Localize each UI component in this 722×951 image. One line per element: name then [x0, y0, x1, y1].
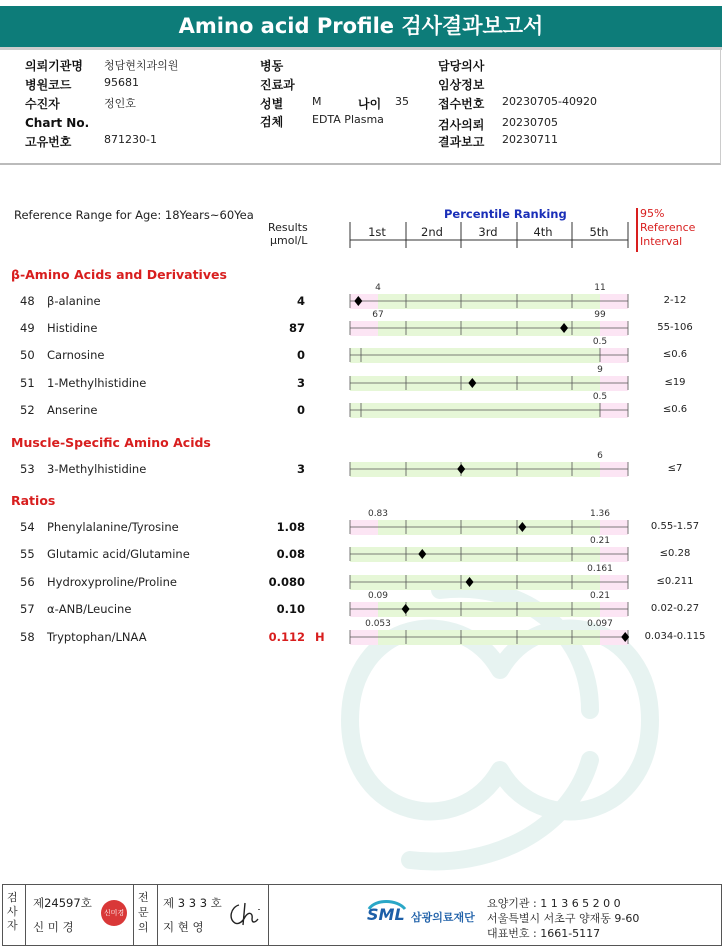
reference-interval: 55-106 — [657, 322, 693, 333]
department-label: 진료과 — [260, 78, 295, 92]
ward-label: 병동 — [260, 59, 284, 73]
high-percentile-label: 99 — [594, 310, 606, 320]
analyte-number: 54 — [20, 520, 35, 534]
hospital-code-value: 95681 — [104, 76, 139, 89]
reference-interval: 0.034-0.115 — [644, 631, 706, 642]
footer-divider — [133, 885, 134, 945]
high-tail-zone — [600, 403, 628, 418]
normal-zone — [350, 462, 600, 477]
reviewer-signature-icon — [225, 899, 265, 929]
result-value: 3 — [296, 462, 305, 476]
age-value: 35 — [395, 95, 409, 108]
attending-doctor-label: 담당의사 — [438, 59, 485, 73]
ref-header-line-1: 95% — [640, 207, 665, 220]
sml-logo-text: SML — [367, 905, 405, 924]
reference-interval: ≤19 — [664, 377, 686, 388]
analyte-name: Tryptophan/LNAA — [47, 630, 147, 644]
result-value: 87 — [288, 321, 305, 335]
high-percentile-label: 0.5 — [592, 337, 608, 347]
high-percentile-label: 6 — [597, 451, 603, 461]
low-percentile-label: 0.053 — [365, 619, 391, 629]
low-percentile-label: 0.09 — [367, 591, 389, 601]
analyte-name: Anserine — [47, 403, 98, 417]
patient-name-label: 수진자 — [25, 97, 60, 111]
low-percentile-label: 0.83 — [367, 509, 389, 519]
request-date-label: 검사의뢰 — [438, 118, 485, 132]
normal-zone — [350, 348, 600, 363]
high-tail-zone — [600, 575, 628, 590]
reference-interval: 0.55-1.57 — [650, 521, 700, 532]
analyte-name: 3-Methylhistidine — [47, 462, 147, 476]
high-tail-zone — [600, 321, 628, 336]
low-tail-zone — [350, 520, 378, 535]
analyte-number: 48 — [20, 294, 35, 308]
patient-name-value: 정인호 — [104, 97, 136, 110]
high-tail-zone — [600, 376, 628, 391]
address: 서울특별시 서초구 양재동 9-60 — [487, 912, 640, 925]
low-percentile-label: 67 — [372, 310, 384, 320]
analyte-name: Histidine — [47, 321, 98, 335]
normal-zone — [378, 602, 600, 617]
result-value: 0 — [296, 348, 305, 362]
percentile-tick-label: 1st — [368, 225, 386, 239]
high-percentile-label: 11 — [594, 283, 606, 293]
high-percentile-label: 1.36 — [589, 509, 611, 519]
analyte-number: 49 — [20, 321, 35, 335]
reviewer-license: 제 3 3 3 호 — [163, 896, 222, 910]
percentile-tick-label: 2nd — [421, 225, 443, 239]
tester-label: 검사자 — [7, 891, 18, 932]
low-tail-zone — [350, 602, 378, 617]
unique-id-value: 871230-1 — [104, 133, 157, 146]
requesting-institution-label: 의뢰기관명 — [25, 59, 83, 73]
unique-id-label: 고유번호 — [25, 135, 72, 149]
institution-code: 요양기관 : 1 1 3 6 5 2 0 0 — [487, 897, 621, 910]
reference-interval: ≤0.6 — [662, 349, 688, 360]
analyte-name: Phenylalanine/Tyrosine — [47, 520, 179, 534]
normal-zone — [350, 575, 600, 590]
normal-zone — [350, 547, 600, 562]
low-tail-zone — [350, 294, 378, 309]
result-value: 0.080 — [268, 575, 305, 589]
clinical-info-label: 임상정보 — [438, 78, 485, 92]
result-value: 1.08 — [276, 520, 305, 534]
specimen-label: 검체 — [260, 115, 284, 129]
request-date-value: 20230705 — [502, 116, 558, 129]
reference-range-age: Reference Range for Age: 18Years~60Yea — [14, 208, 254, 222]
section-title: β-Amino Acids and Derivatives — [11, 267, 227, 282]
result-value: 4 — [296, 294, 305, 308]
analyte-name: Glutamic acid/Glutamine — [47, 547, 190, 561]
organization-name: 삼광의료재단 — [411, 911, 475, 924]
low-tail-zone — [350, 630, 378, 645]
reviewer-name: 지 현 영 — [163, 920, 204, 934]
analyte-name: Hydroxyproline/Proline — [47, 575, 177, 589]
tester-license: 제24597호 — [33, 896, 92, 910]
reference-interval: ≤0.6 — [662, 404, 688, 415]
analyte-name: 1-Methylhistidine — [47, 376, 147, 390]
result-flag: H — [315, 630, 325, 644]
requesting-institution-value: 청담현치과의원 — [104, 59, 179, 72]
reviewer-label: 전문의 — [138, 891, 149, 934]
sex-value: M — [312, 95, 322, 108]
specimen-value: EDTA Plasma — [312, 113, 384, 126]
result-value: 0.112 — [268, 630, 305, 644]
high-tail-zone — [600, 602, 628, 617]
reference-interval: 2-12 — [663, 295, 687, 306]
tester-stamp — [101, 900, 127, 926]
high-tail-zone — [600, 348, 628, 363]
hospital-code-label: 병원코드 — [25, 78, 72, 92]
percentile-tick-label: 5th — [589, 225, 609, 239]
percentile-tick-label: 4th — [533, 225, 553, 239]
normal-zone — [378, 520, 600, 535]
phone-number: 대표번호 : 1661-5117 — [487, 927, 601, 940]
normal-zone — [378, 294, 600, 309]
analyte-number: 51 — [20, 376, 35, 390]
high-tail-zone — [600, 294, 628, 309]
reference-interval: ≤0.211 — [656, 576, 694, 587]
analyte-number: 53 — [20, 462, 35, 476]
analyte-name: β-alanine — [47, 294, 101, 308]
normal-zone — [378, 630, 600, 645]
analyte-name: Carnosine — [47, 348, 105, 362]
receipt-number-label: 접수번호 — [438, 97, 485, 111]
sex-label: 성별 — [260, 97, 284, 111]
result-value: 0.10 — [276, 602, 305, 616]
results-header: Results — [268, 221, 308, 234]
result-value: 0 — [296, 403, 305, 417]
age-label: 나이 — [358, 97, 382, 111]
footer-divider — [268, 885, 269, 945]
section-title: Ratios — [11, 493, 56, 508]
high-percentile-label: 0.21 — [589, 536, 611, 546]
high-tail-zone — [600, 520, 628, 535]
footer-divider — [25, 885, 26, 945]
reference-interval: ≤0.28 — [659, 548, 691, 559]
ref-header-line-2: Reference — [640, 221, 696, 234]
section-title: Muscle-Specific Amino Acids — [11, 435, 211, 450]
analyte-number: 58 — [20, 630, 35, 644]
signature-footer — [2, 884, 722, 946]
percentile-tick-label: 3rd — [478, 225, 498, 239]
chart-no-label: Chart No. — [25, 116, 90, 130]
analyte-name: α-ANB/Leucine — [47, 602, 132, 616]
report-date-label: 결과보고 — [438, 135, 485, 149]
high-percentile-label: 0.097 — [587, 619, 613, 629]
ref-header-line-3: Interval — [640, 235, 683, 248]
tester-stamp-text: 신미경 — [103, 909, 125, 917]
footer-divider — [157, 885, 158, 945]
high-tail-zone — [600, 462, 628, 477]
result-value: 3 — [296, 376, 305, 390]
high-percentile-label: 9 — [597, 365, 603, 375]
analyte-number: 55 — [20, 547, 35, 561]
high-percentile-label: 0.5 — [592, 392, 608, 402]
report-title: Amino acid Profile 검사결과보고서 — [178, 14, 544, 38]
analyte-number: 50 — [20, 348, 35, 362]
receipt-number-value: 20230705-40920 — [502, 95, 597, 108]
analyte-number: 57 — [20, 602, 35, 616]
report-date-value: 20230711 — [502, 133, 558, 146]
low-tail-zone — [350, 321, 378, 336]
high-percentile-label: 0.21 — [589, 591, 611, 601]
unit-header: μmol/L — [270, 234, 308, 247]
normal-zone — [350, 403, 600, 418]
analyte-number: 52 — [20, 403, 35, 417]
result-value: 0.08 — [276, 547, 305, 561]
high-percentile-label: 0.161 — [587, 564, 613, 574]
low-percentile-label: 4 — [375, 283, 381, 293]
high-tail-zone — [600, 547, 628, 562]
analyte-number: 56 — [20, 575, 35, 589]
reference-interval: ≤7 — [667, 463, 683, 474]
reference-interval: 0.02-0.27 — [650, 603, 700, 614]
tester-name: 신 미 경 — [33, 920, 74, 934]
percentile-ranking-title: Percentile Ranking — [444, 207, 567, 221]
